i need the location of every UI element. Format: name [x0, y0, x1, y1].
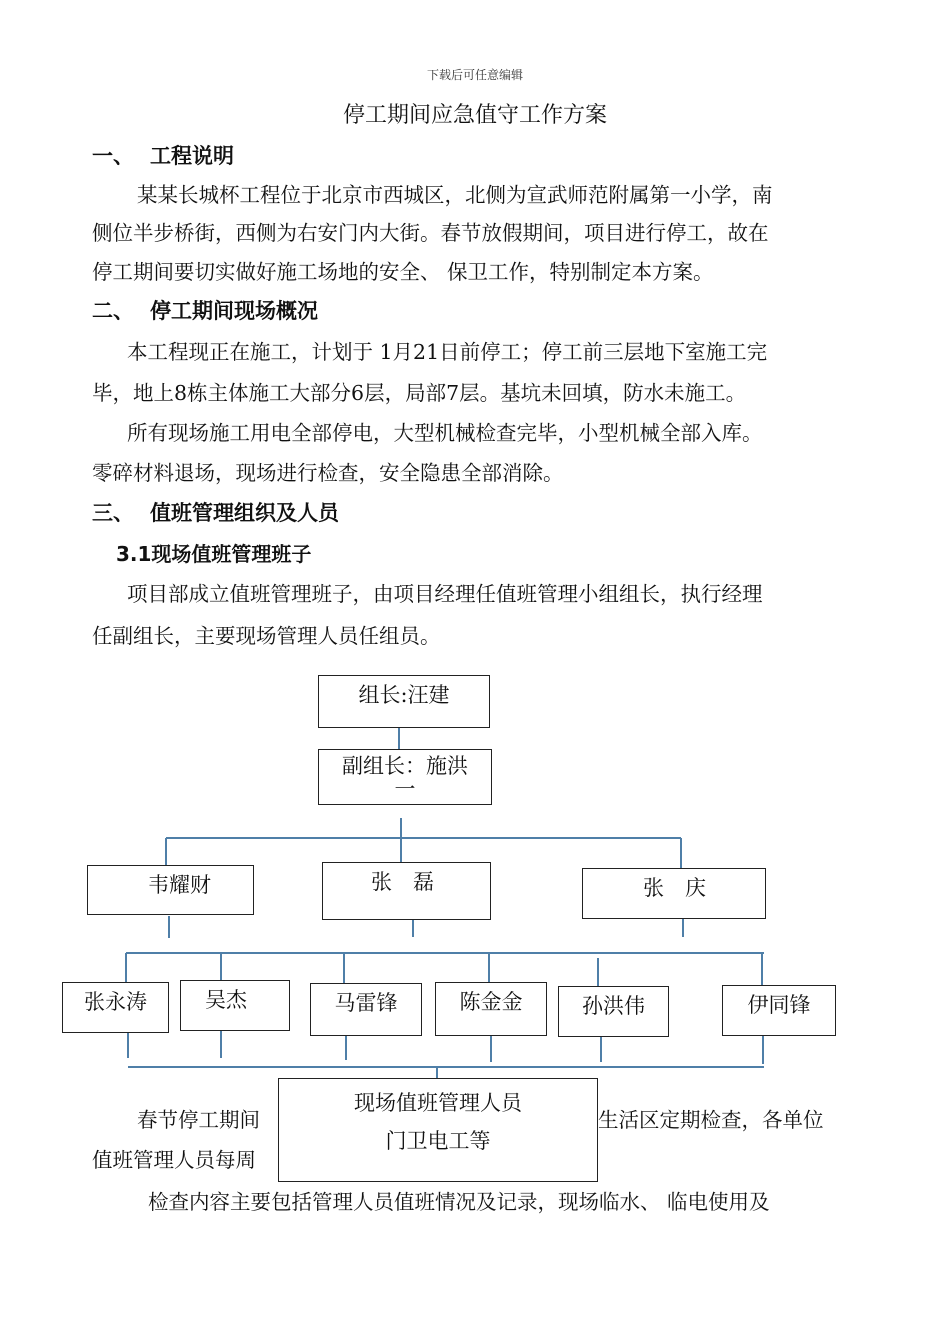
org-duty-staff-line-2: 门卫电工等 — [385, 1128, 491, 1153]
org-deputy-label-line-2: 一 — [394, 777, 416, 802]
org-box-level2-2 — [322, 862, 491, 920]
section-1-line-2: 侧位半步桥街，西侧为右安门内大街。春节放假期间，项目进行停工，故在 — [92, 221, 769, 245]
tail-line-2-left: 值班管理人员每周 — [92, 1148, 256, 1172]
section-3-title: 值班管理组织及人员 — [150, 501, 339, 525]
org-box-duty-staff — [278, 1078, 598, 1182]
org-box-level3-2 — [180, 980, 290, 1031]
org-box-level3-3 — [310, 983, 422, 1036]
org-box-level2-1 — [87, 865, 254, 915]
org-deputy-label-line-1: 副组长：施洪 — [342, 754, 468, 778]
section-1-line-1: 某某长城杯工程位于北京市西城区，北侧为宣武师范附属第一小学，南 — [137, 183, 773, 207]
org-box-level3-6 — [722, 985, 836, 1036]
org-level2-name-2: 张 磊 — [371, 870, 434, 894]
org-level3-name-1: 张永涛 — [84, 990, 147, 1014]
org-box-level2-3 — [582, 868, 766, 919]
org-level2-name-3: 张 庆 — [643, 876, 706, 900]
tail-line-1-left: 春节停工期间 — [137, 1108, 260, 1132]
header-note: 下载后可任意编辑 — [426, 68, 523, 82]
org-level3-name-5: 孙洪伟 — [582, 994, 645, 1018]
org-level3-name-6: 伊同锋 — [747, 993, 811, 1017]
section-2-line-2: 毕，地上8栋主体施工大部分6层，局部7层。基坑未回填，防水未施工。 — [92, 381, 747, 405]
section-2-title: 停工期间现场概况 — [150, 299, 318, 323]
section-2-number: 二、 — [92, 299, 134, 323]
org-box-level3-5 — [558, 986, 669, 1037]
org-level2-name-1: 韦耀财 — [148, 873, 211, 897]
section-3-1-subheading: 3.1现场值班管理班子 — [116, 542, 312, 566]
org-box-level3-1 — [62, 982, 169, 1033]
org-level3-name-2: 吴杰 — [205, 988, 247, 1012]
section-3-line-2: 任副组长，主要现场管理人员任组员。 — [92, 624, 441, 648]
section-3-line-1: 项目部成立值班管理班子，由项目经理任值班管理小组组长，执行经理 — [127, 582, 763, 606]
section-1-line-3: 停工期间要切实做好施工场地的安全、 保卫工作，特别制定本方案。 — [92, 260, 714, 284]
document-title: 停工期间应急值守工作方案 — [342, 103, 607, 128]
org-leader-label: 组长:汪建 — [358, 683, 450, 707]
org-level3-name-4: 陈金金 — [459, 990, 523, 1014]
section-2-line-3: 所有现场施工用电全部停电，大型机械检查完毕，小型机械全部入库。 — [127, 421, 763, 445]
org-box-leader — [318, 675, 490, 728]
tail-line-3: 检查内容主要包括管理人员值班情况及记录，现场临水、 临电使用及 — [148, 1190, 770, 1214]
org-level3-name-3: 马雷锋 — [334, 991, 398, 1015]
org-box-deputy — [318, 749, 492, 805]
org-box-level3-4 — [435, 982, 547, 1036]
section-1-number: 一、 — [92, 144, 134, 168]
section-1-title: 工程说明 — [150, 144, 234, 168]
section-3-number: 三、 — [92, 501, 134, 525]
section-2-line-4: 零碎材料退场，现场进行检查，安全隐患全部消除。 — [92, 461, 564, 485]
tail-line-1-right: 生活区定期检查，各单位 — [598, 1108, 824, 1132]
section-2-line-1: 本工程现正在施工，计划于 1月21日前停工；停工前三层地下室施工完 — [127, 340, 768, 364]
org-duty-staff-line-1: 现场值班管理人员 — [354, 1091, 522, 1115]
